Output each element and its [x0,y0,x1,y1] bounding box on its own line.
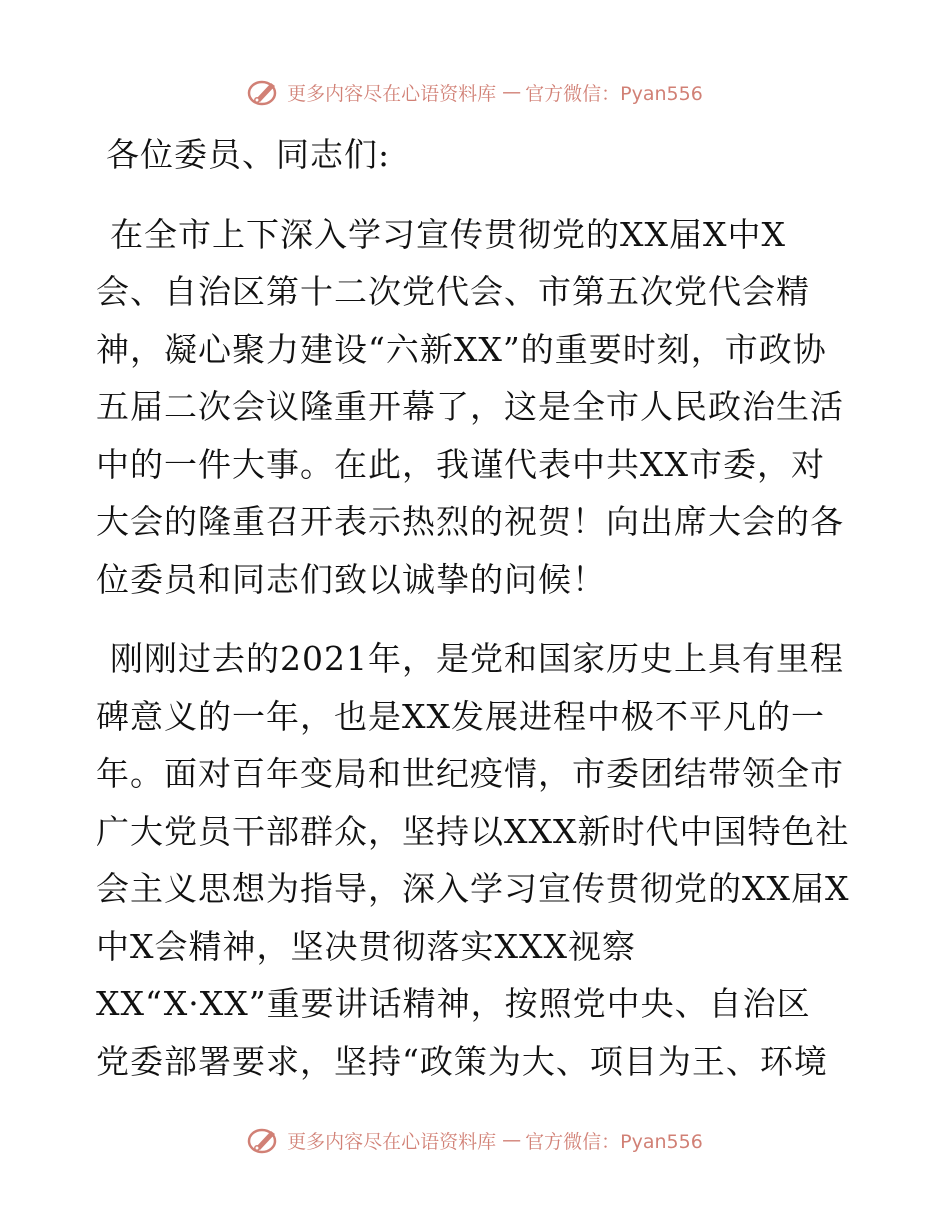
text-line: 在全市上下深入学习宣传贯彻党的XX届X中X [110,214,786,254]
pen-logo-icon [247,1125,281,1155]
watermark-contact: 官方微信：Pyan556 [525,1130,703,1153]
watermark-contact: 官方微信：Pyan556 [525,82,703,105]
watermark-text: 更多内容尽在心语资料库 [287,1130,497,1153]
greeting: 各位委员、同志们: [106,135,391,174]
text-line: 碑意义的一年，也是XX发展进程中极不平凡的一 [96,696,825,736]
text-line: 位委员和同志们致以诚挚的问候！ [96,559,606,599]
text-line: 年。面对百年变局和世纪疫情，市委团结带领全市 [96,754,844,793]
text-line: 五届二次会议隆重开幕了，这是全市人民政治生活 [96,387,844,426]
watermark-separator: — [502,1129,520,1151]
paragraph-2 [96,630,856,1090]
footer-watermark [0,1120,950,1160]
text-line: XX“X·XX”重要讲话精神，按照党中央、自治区 [96,984,811,1023]
text-line: 刚刚过去的2021年，是党和国家历史上具有里程 [110,639,844,678]
text-line: 中的一件大事。在此，我谨代表中共XX市委，对 [96,444,825,484]
document-body [96,126,856,1090]
text-line: 大会的隆重召开表示热烈的祝贺！向出席大会的各 [96,502,844,541]
paragraph-1 [96,206,856,609]
watermark-separator: — [502,81,520,103]
header-watermark [0,72,950,112]
text-line: 广大党员干部群众，坚持以XXX新时代中国特色社 [96,811,850,851]
text-line: 中X会精神，坚决贯彻落实XXX视察 [96,926,636,966]
text-line: 会、自治区第十二次党代会、市第五次党代会精 [96,272,810,311]
pen-logo-icon [247,77,281,107]
text-line: 党委部署要求，坚持“政策为大、项目为王、环境 [96,1041,828,1081]
text-line: 会主义思想为指导，深入学习宣传贯彻党的XX届X [96,869,850,908]
text-line: 神，凝心聚力建设“六新XX”的重要时刻，市政协 [96,329,827,369]
watermark-text: 更多内容尽在心语资料库 [287,82,497,105]
